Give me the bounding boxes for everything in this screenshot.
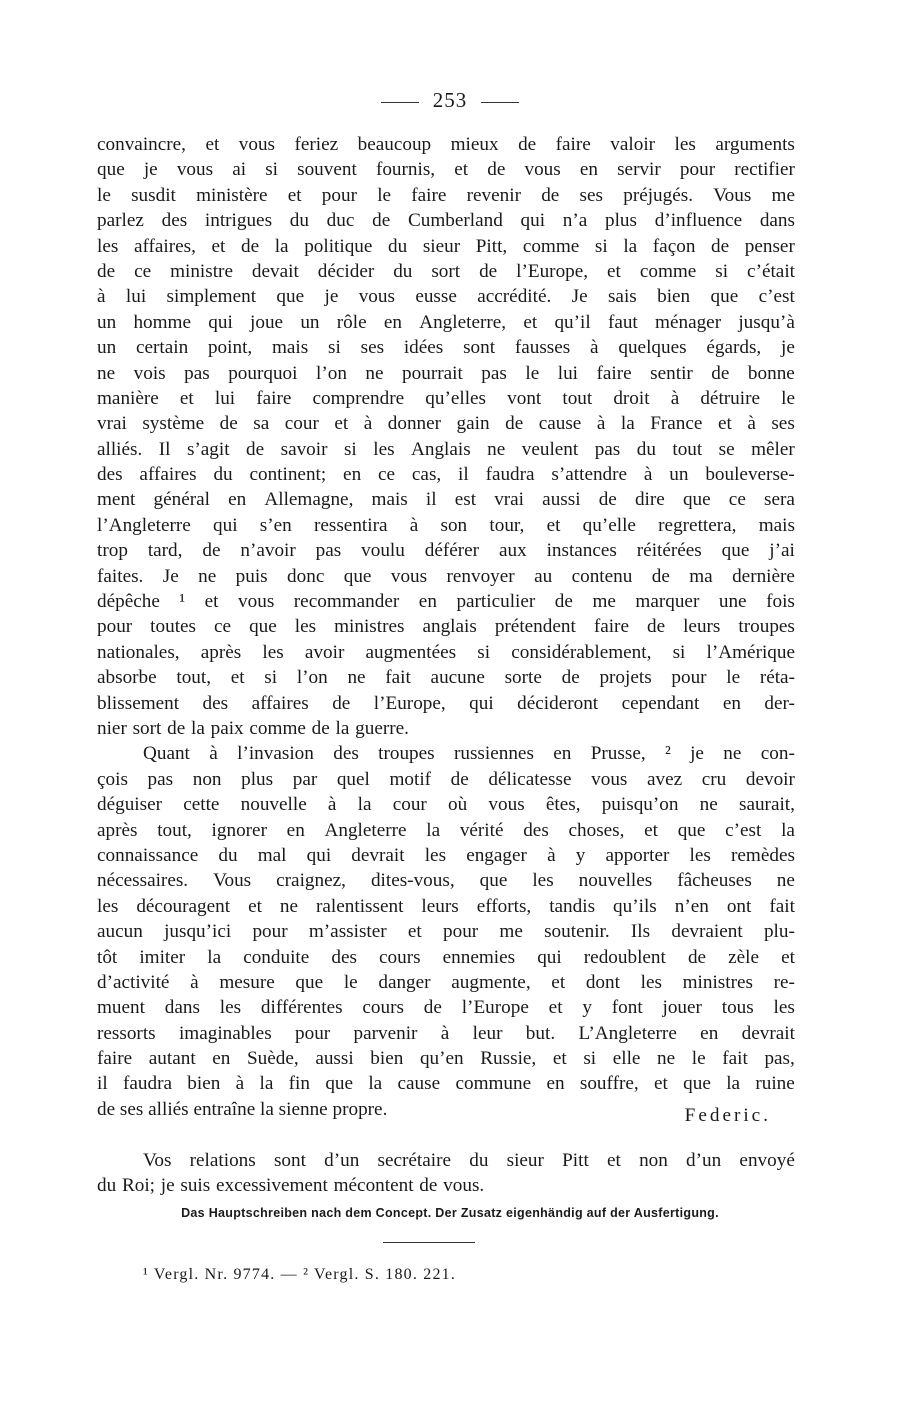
- footnotes: ¹ Vergl. Nr. 9774. — ² Vergl. S. 180. 221.: [143, 1266, 457, 1283]
- text-line: nier sort de la paix comme de la guerre.: [97, 717, 409, 739]
- text-line: pour toutes ce que les ministres anglais prétendent faire de leurs troupes: [97, 616, 795, 638]
- text-line: dépêche ¹ et vous recommander en particulier de me marquer une fois: [97, 591, 795, 613]
- text-line: après tout, ignorer en Angleterre la vérité des choses, et que c’est la: [97, 819, 795, 841]
- text-line: de ce ministre devait décider du sort de l’Europe, et comme si c’était: [97, 260, 795, 282]
- text-line: tôt imiter la conduite des cours ennemies qui redoublent de zèle et: [97, 946, 795, 968]
- source-note: Das Hauptschreiben nach dem Concept. Der Zusatz eigenhändig auf der Ausfertigung.: [181, 1206, 719, 1220]
- closing-line: de ses alliés entraîne la sienne propre.: [97, 1098, 388, 1120]
- text-line: l’Angleterre qui s’en ressentira à son tour, et qu’elle regrettera, mais: [97, 514, 795, 536]
- text-line: faites. Je ne puis donc que vous renvoyer au contenu de ma dernière: [97, 565, 795, 587]
- text-line: blissement des affaires de l’Europe, qui décideront cependant en der-: [97, 692, 795, 714]
- text-line: ment général en Allemagne, mais il est vrai aussi de dire que ce sera: [97, 489, 795, 511]
- text-line: nécessaires. Vous craignez, dites-vous, que les nouvelles fâcheuses ne: [97, 870, 795, 892]
- closing-row: [97, 1097, 795, 1126]
- text-line: aucun jusqu’ici pour m’assister et pour me soutenir. Ils devraient plu-: [97, 921, 795, 943]
- text-line: Quant à l’invasion des troupes russiennes en Prusse, ² je ne con-: [143, 743, 795, 765]
- text-line: convaincre, et vous feriez beaucoup mieux de faire valoir les arguments: [97, 134, 795, 155]
- text-line: trop tard, de n’avoir pas voulu déférer aux instances réitérées que j’ai: [97, 540, 795, 562]
- letter-body: [97, 132, 795, 1126]
- text-line: parlez des intrigues du duc de Cumberland qui n’a plus d’influence dans: [97, 210, 795, 232]
- text-line: d’activité à mesure que le danger augmente, et dont les ministres re-: [97, 971, 795, 993]
- text-line: ressorts imaginables pour parvenir à leur but. L’Angleterre en devrait: [97, 1022, 795, 1044]
- footnote-rule: [383, 1242, 475, 1243]
- text-line: des affaires du continent; en ce cas, il faudra s’attendre à un bouleverse-: [97, 464, 795, 486]
- page-number: 253: [432, 88, 468, 112]
- postscript-line: Vos relations sont d’un secrétaire du sieur Pitt et non d’un envoyé: [143, 1150, 795, 1171]
- text-line: absorbe tout, et si l’on ne fait aucune sorte de projets pour le réta-: [97, 667, 795, 689]
- postscript-line: du Roi; je suis excessivement mécontent de vous.: [97, 1175, 485, 1197]
- text-line: alliés. Il s’agit de savoir si les Anglais ne veulent pas du tout se mêler: [97, 438, 795, 460]
- text-line: un certain point, mais si ses idées sont fausses à quelques égards, je: [97, 337, 795, 359]
- text-line: çois pas non plus par quel motif de délicatesse vous avez cru devoir: [97, 768, 795, 790]
- text-line: manière et lui faire comprendre qu’elles vont tout droit à détruire le: [97, 387, 795, 409]
- postscript: [97, 1148, 795, 1199]
- text-line: déguiser cette nouvelle à la cour où vous êtes, puisqu’on ne saurait,: [97, 794, 795, 816]
- page-header: [0, 88, 900, 113]
- text-line: un homme qui joue un rôle en Angleterre, et qu’il faut ménager jusqu’à: [97, 311, 795, 333]
- text-line: que je vous ai si souvent fournis, et de vous en servir pour rectifier: [97, 159, 795, 181]
- text-line: muent dans les différentes cours de l’Europe et y font jouer tous les: [97, 997, 795, 1019]
- text-line: à lui simplement que je vous eusse accrédité. Je sais bien que c’est: [97, 286, 795, 308]
- text-line: vrai système de sa cour et à donner gain de cause à la France et à ses: [97, 413, 795, 435]
- text-line: les découragent et ne ralentissent leurs efforts, tandis qu’ils n’en ont fait: [97, 895, 795, 917]
- text-line: les affaires, et de la politique du sieur Pitt, comme si la façon de penser: [97, 235, 795, 257]
- text-line: ne vois pas pourquoi l’on ne pourrait pas le lui faire sentir de bonne: [97, 362, 795, 384]
- text-line: connaissance du mal qui devrait les engager à y apporter les remèdes: [97, 844, 795, 866]
- text-line: le susdit ministère et pour le faire revenir de ses préjugés. Vous me: [97, 184, 795, 206]
- text-line: il faudra bien à la fin que la cause commune en souffre, et que la ruine: [97, 1073, 795, 1095]
- text-line: nationales, après les avoir augmentées si considérablement, si l’Amérique: [97, 641, 795, 663]
- header-dash-left: [381, 102, 419, 103]
- text-line: faire autant en Suède, aussi bien qu’en Russie, et si elle ne le fait pas,: [97, 1048, 795, 1070]
- header-dash-right: [481, 102, 519, 103]
- signature: Federic.: [684, 1104, 771, 1126]
